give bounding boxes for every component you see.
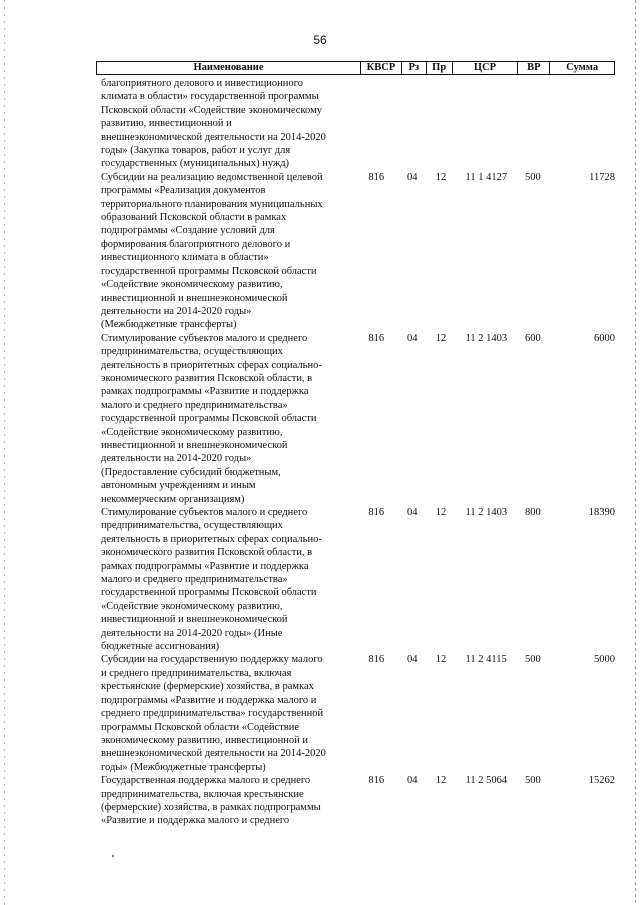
row-vr: 500 (524, 171, 541, 183)
row-sum: 11728 (589, 171, 615, 183)
row-rz: 04 (406, 775, 418, 787)
header-vr: ВР (518, 62, 550, 74)
table-row (101, 774, 615, 828)
header-name: Наименование (97, 62, 361, 74)
row-pr: 12 (435, 507, 447, 518)
row-kvsr: 816 (368, 171, 385, 183)
table-row (101, 171, 615, 332)
row-kvsr: 816 (368, 654, 385, 666)
table-row (101, 653, 615, 774)
header-rz: Рз (402, 62, 427, 74)
row-kvsr: 816 (368, 332, 385, 344)
row-kvsr: 816 (368, 775, 385, 787)
row-sum (561, 77, 615, 171)
row-csr (456, 77, 521, 171)
row-vr: 800 (524, 507, 541, 518)
table-row (101, 506, 615, 653)
row-sum: 18390 (588, 507, 615, 518)
scan-edge-left (4, 0, 5, 905)
row-vr: 500 (524, 654, 541, 666)
row-sum: 6000 (594, 332, 615, 344)
row-csr: 11 2 1403 (465, 507, 508, 518)
row-vr: 600 (524, 332, 541, 344)
header-csr: ЦСР (453, 62, 519, 74)
table-header (96, 61, 615, 75)
row-sum: 15262 (588, 775, 615, 787)
row-kvsr (358, 77, 405, 171)
row-rz: 04 (406, 654, 418, 666)
row-name: Стимулирование субъектов малого и среднего предпринимательства, осуществляющих деятельность в приоритетных сферах социально- экономического развития Псковской области, в рамках подпрограммы «Развитие и поддержка малого и среднего предпринимательства» государственной программы Псковской области «Содействие экономическому развитию, инвестиционной и внешнеэкономической деятельности на 2014-2020 годы» (Предоставление субсидий бюджетным, автономным учреждениям и иным некоммерческим организациям) (101, 332, 322, 505)
row-pr: 12 (435, 654, 447, 666)
row-name: Государственная поддержка малого и среднего предпринимательства, включая крестьянские (фермерские) хозяйства, в рамках подпрограммы «Развитие и поддержка малого и среднего (101, 775, 321, 827)
header-pr: Пр (427, 62, 453, 74)
row-name: Субсидии на государственную поддержку малого и среднего предпринимательства, включая крестьянские (фермерские) хозяйства, в рамках подпрограммы «Развитие и поддержка малого и среднего предпринимательства» государственной программы Псковской области «Содействие экономическому развитию, инвестиционной и внешнеэкономической деятельности на 2014-2020 годы» (Межбюджетные трансферты) (101, 654, 326, 773)
row-pr: 12 (435, 171, 447, 183)
header-sum: Сумма (566, 62, 599, 73)
row-csr: 11 2 4115 (465, 654, 507, 666)
scan-edge-right (635, 0, 636, 905)
row-name: Стимулирование субъектов малого и среднего предпринимательства, осуществляющих деятельность в приоритетных сферах социально- экономического развития Псковской области, в рамках подпрограммы «Развитие и поддержка малого и среднего предпринимательства» государственной программы Псковской области «Содействие экономическому развитию, инвестиционной и внешнеэкономической деятельности на 2014-2020 годы» (Иные бюджетные ассигнования) (101, 507, 322, 653)
table-body (101, 77, 615, 828)
row-rz: 04 (406, 171, 418, 183)
row-rz: 04 (406, 507, 418, 518)
row-rz: 04 (406, 332, 418, 344)
row-csr: 11 1 4127 (465, 171, 508, 183)
table-row (101, 77, 615, 171)
row-csr: 11 2 5064 (465, 775, 508, 787)
row-name: Субсидии на реализацию ведомственной целевой программы «Реализация документов территориального планирования муниципальных образований Псковской области в рамках подпрограммы «Создание условий для формирования благоприятного делового и инвестиционного климата в области» государственной программы Псковской области «Содействие экономическому развитию, инвестиционной и внешнеэкономической деятельности на 2014-2020 годы» (Межбюджетные трансферты) (101, 171, 323, 331)
table-row (101, 332, 615, 506)
row-csr: 11 2 1403 (465, 332, 508, 344)
row-rz (405, 77, 430, 171)
page-number: 56 (313, 33, 327, 47)
row-pr: 12 (435, 775, 447, 787)
row-vr (521, 77, 561, 171)
row-pr (430, 77, 456, 171)
header-kvsr: КВСР (361, 62, 402, 74)
row-name: благоприятного делового и инвестиционного климата в области» государственной программы Псковской области «Содействие экономическому развитию, инвестиционной и внешнеэкономической деятельности на 2014-2020 годы» (Закупка товаров, работ и услуг для государственных (муниципальных) нужд) (101, 78, 326, 170)
scan-speck (112, 855, 114, 857)
row-kvsr: 816 (368, 507, 385, 518)
row-pr: 12 (435, 332, 447, 344)
row-sum: 5000 (594, 654, 615, 666)
row-vr: 500 (524, 775, 541, 787)
